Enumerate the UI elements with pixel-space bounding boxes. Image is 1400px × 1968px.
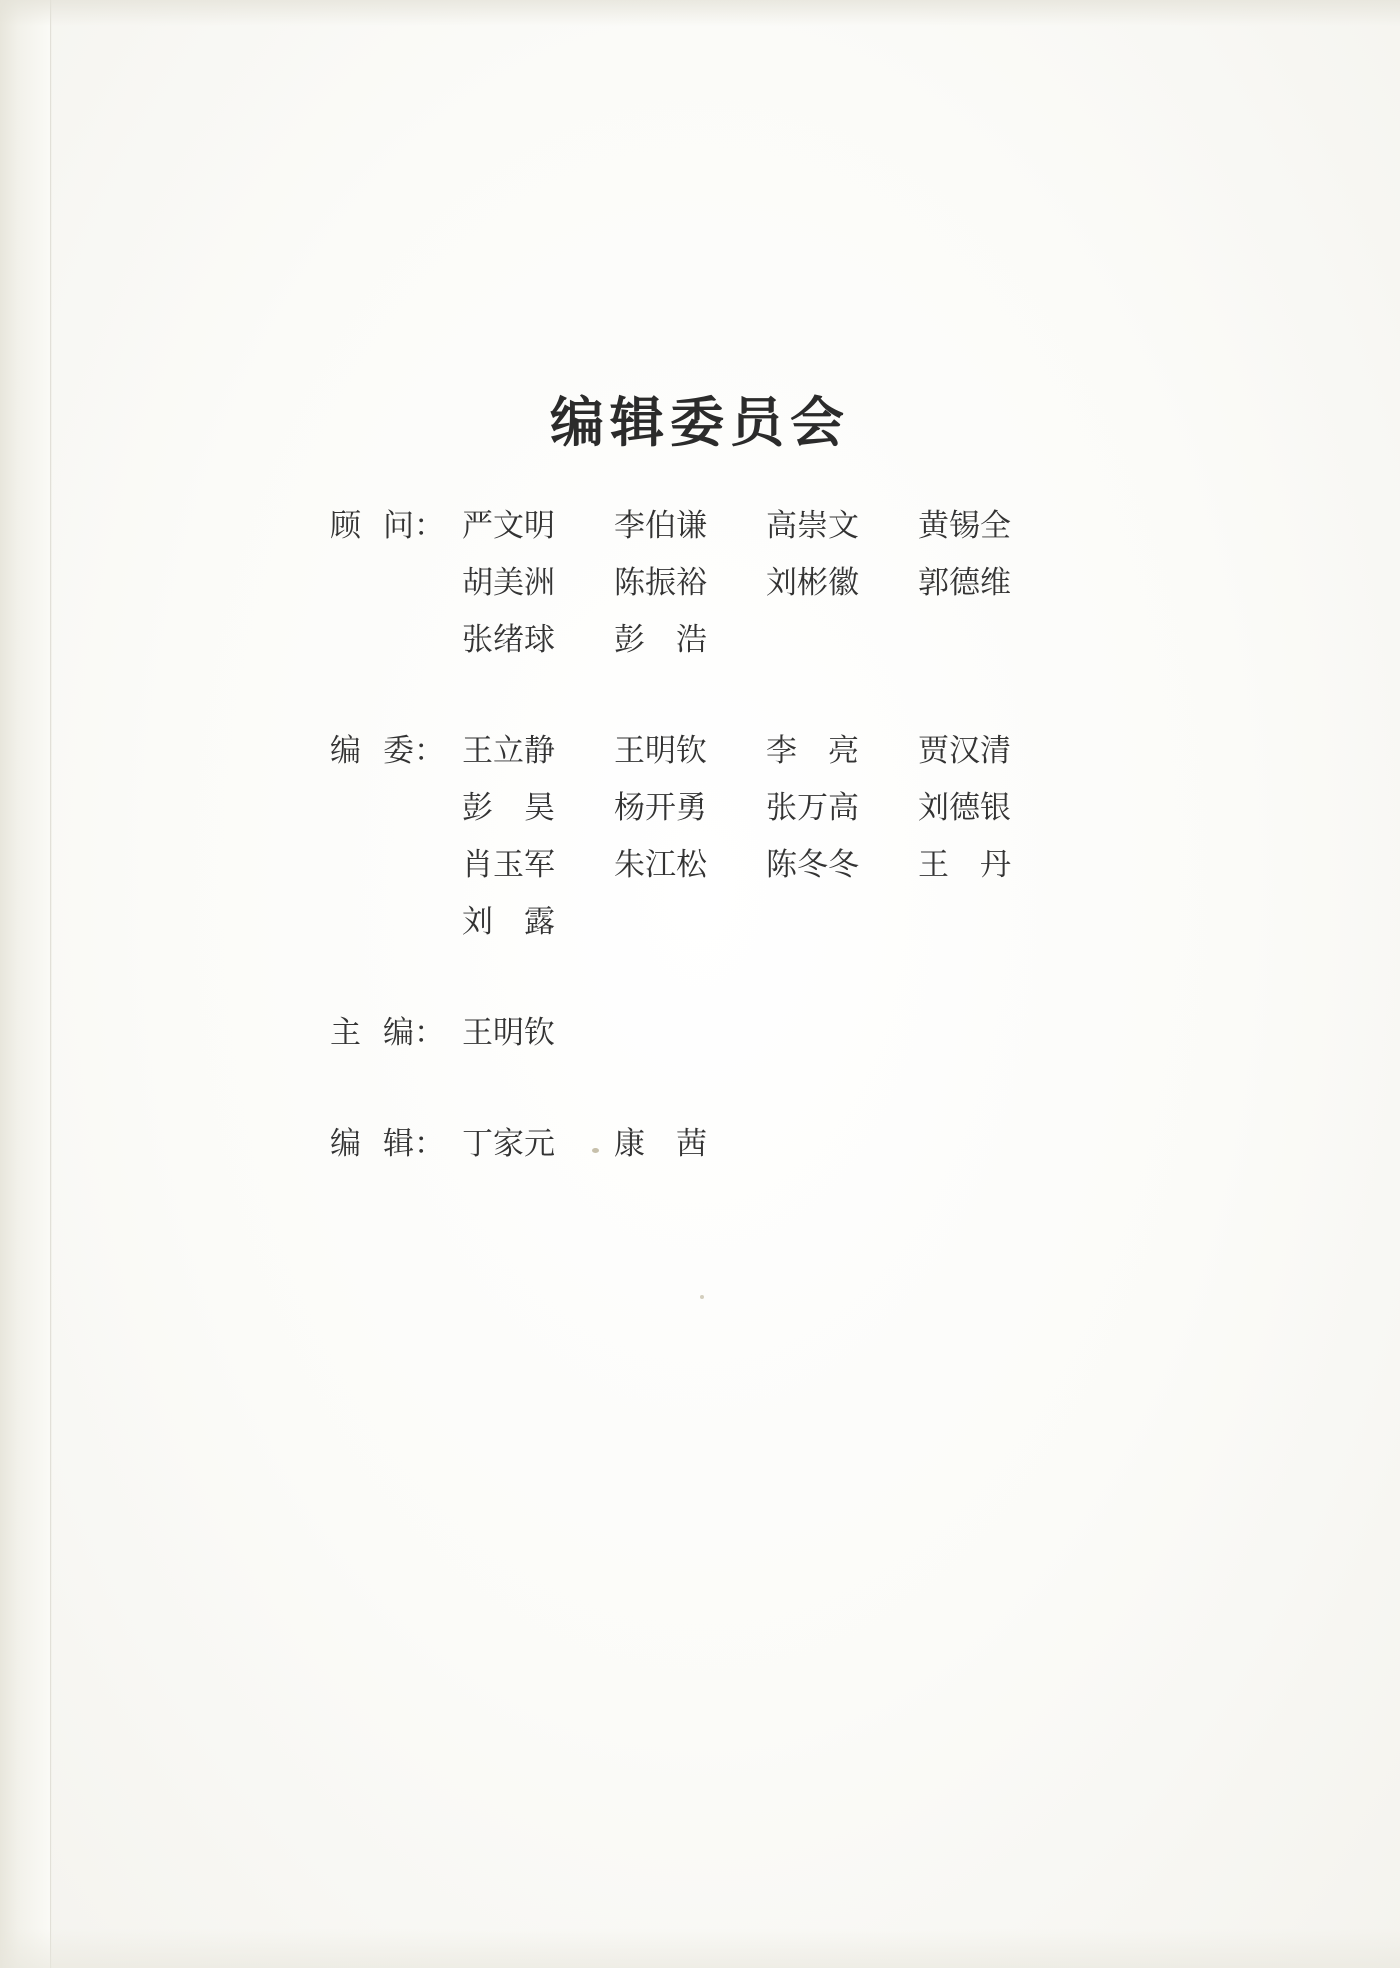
editorial-board-roster xyxy=(330,500,1090,1229)
paper-speck xyxy=(592,1148,599,1153)
roster-name: 康 茜 xyxy=(614,1126,707,1162)
roster-row xyxy=(330,839,1090,896)
roster-name: 张绪球 xyxy=(462,622,555,658)
roster-name-list xyxy=(462,839,1090,884)
roster-name: 丁家元 xyxy=(462,1126,555,1162)
roster-group-label: 编 委： xyxy=(330,733,445,769)
paper-speck xyxy=(700,1295,704,1299)
roster-name: 严文明 xyxy=(462,508,555,544)
roster-name-list xyxy=(462,614,1090,659)
roster-name: 李 亮 xyxy=(766,733,859,769)
roster-name: 刘彬徽 xyxy=(766,565,859,601)
roster-row xyxy=(330,782,1090,839)
roster-name: 贾汉清 xyxy=(918,733,1011,769)
roster-group-label: 编 辑： xyxy=(330,1126,445,1162)
roster-name: 彭 昊 xyxy=(462,790,555,826)
roster-group xyxy=(330,500,1090,671)
roster-row xyxy=(330,896,1090,953)
roster-name-list xyxy=(462,725,1090,770)
roster-name: 王明钦 xyxy=(462,1015,555,1051)
roster-name: 李伯谦 xyxy=(614,508,707,544)
roster-name: 彭 浩 xyxy=(614,622,707,658)
roster-name: 陈振裕 xyxy=(614,565,707,601)
roster-group-label: 主 编： xyxy=(330,1015,445,1051)
roster-group-label: 顾 问： xyxy=(330,508,445,544)
roster-row xyxy=(330,557,1090,614)
roster-name: 郭德维 xyxy=(918,565,1011,601)
roster-name: 陈冬冬 xyxy=(766,847,859,883)
roster-name: 肖玉军 xyxy=(462,847,555,883)
roster-name: 高崇文 xyxy=(766,508,859,544)
roster-name-list xyxy=(462,896,1090,941)
page-title: 编辑委员会 xyxy=(550,390,850,454)
roster-name: 杨开勇 xyxy=(614,790,707,826)
roster-name-list xyxy=(462,1118,1090,1163)
roster-name: 刘 露 xyxy=(462,904,555,940)
roster-group xyxy=(330,1007,1090,1064)
roster-row xyxy=(330,614,1090,671)
roster-group xyxy=(330,725,1090,953)
roster-name: 王立静 xyxy=(462,733,555,769)
roster-row xyxy=(330,1007,1090,1064)
roster-name: 胡美洲 xyxy=(462,565,555,601)
roster-name-list xyxy=(462,782,1090,827)
roster-name: 黄锡全 xyxy=(918,508,1011,544)
roster-group xyxy=(330,1118,1090,1175)
roster-name-list xyxy=(462,1007,1090,1052)
roster-name: 王明钦 xyxy=(614,733,707,769)
roster-name: 刘德银 xyxy=(918,790,1011,826)
roster-name: 朱江松 xyxy=(614,847,707,883)
roster-name: 王 丹 xyxy=(918,847,1011,883)
roster-row xyxy=(330,1118,1090,1175)
roster-row xyxy=(330,500,1090,557)
roster-row xyxy=(330,725,1090,782)
roster-name-list xyxy=(462,500,1090,545)
roster-name: 张万高 xyxy=(766,790,859,826)
roster-name-list xyxy=(462,557,1090,602)
